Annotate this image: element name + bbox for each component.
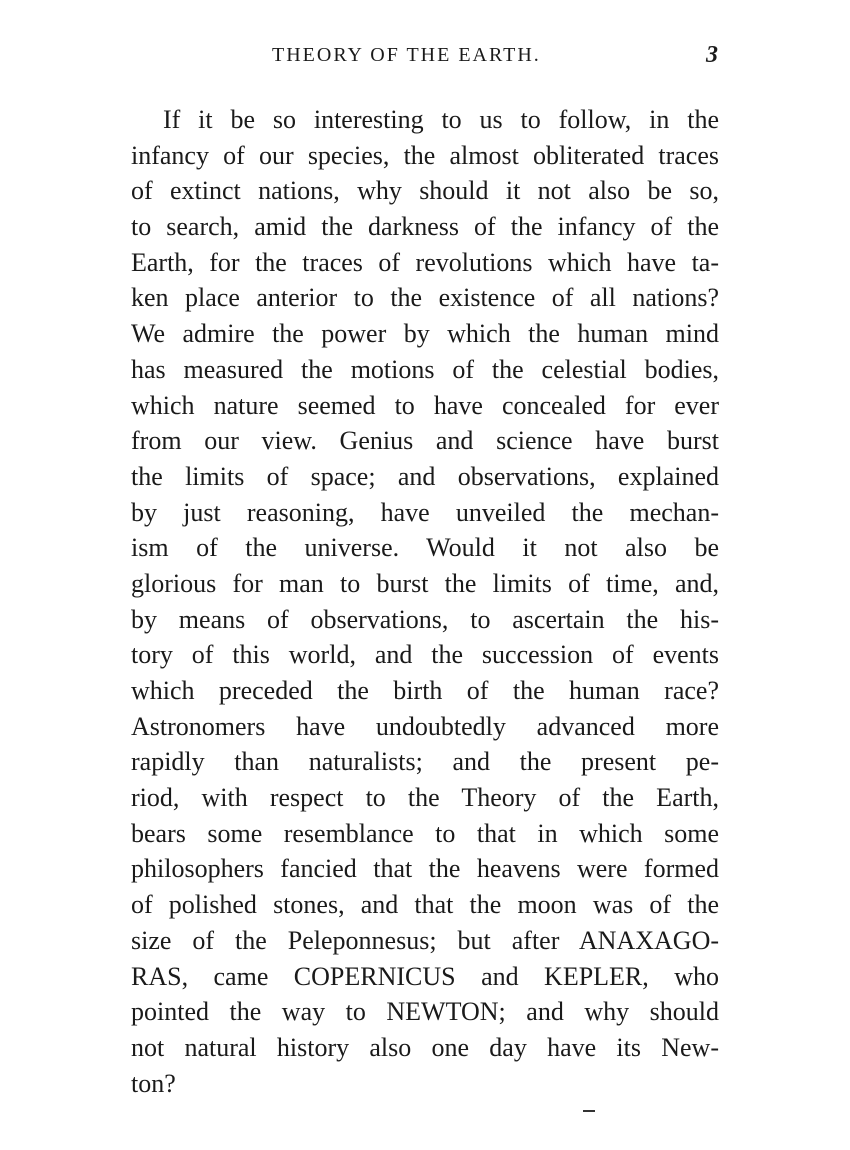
text-line: RAS, came COPERNICUS and KEPLER, who: [131, 961, 719, 991]
running-title: THEORY OF THE EARTH.: [272, 44, 541, 66]
text-line: glorious for man to burst the limits of time, and,: [131, 568, 719, 598]
text-line: of extinct nations, why should it not also be so,: [131, 176, 719, 206]
text-line: infancy of our species, the almost obliterated traces: [131, 140, 719, 170]
text-line: ken place anterior to the existence of all nations?: [131, 283, 719, 313]
page-number: 3: [706, 42, 718, 68]
text-line: rapidly than naturalists; and the present pe-: [131, 747, 719, 777]
text-line: pointed the way to NEWTON; and why should: [131, 997, 719, 1027]
text-line: which nature seemed to have concealed for ever: [131, 390, 719, 420]
text-line: We admire the power by which the human mind: [131, 319, 719, 349]
text-line: riod, with respect to the Theory of the Earth,: [131, 783, 719, 813]
text-line: which preceded the birth of the human race?: [131, 676, 719, 705]
text-line: ism of the universe. Would it not also be: [131, 533, 719, 563]
text-line: bears some resemblance to that in which some: [131, 818, 719, 848]
text-line: Earth, for the traces of revolutions which have ta-: [131, 247, 719, 277]
footer-mark: [583, 1110, 595, 1112]
text-line: from our view. Genius and science have burst: [131, 426, 719, 456]
text-line: philosophers fancied that the heavens were formed: [131, 854, 719, 884]
text-line: If it be so interesting to us to follow, in the: [163, 105, 719, 134]
text-line: ton?: [131, 1068, 176, 1098]
text-line: Astronomers have undoubtedly advanced more: [131, 711, 719, 741]
text-line: not natural history also one day have its New-: [131, 1032, 719, 1062]
text-line: by just reasoning, have unveiled the mechan-: [131, 497, 719, 527]
text-line: tory of this world, and the succession of events: [131, 640, 719, 670]
text-line: of polished stones, and that the moon was of the: [131, 890, 719, 920]
text-line: to search, amid the darkness of the infancy of the: [131, 212, 719, 242]
text-line: the limits of space; and observations, explained: [131, 461, 719, 491]
text-line: by means of observations, to ascertain the his-: [131, 604, 719, 634]
text-line: has measured the motions of the celestial bodies,: [131, 354, 719, 384]
running-head: [132, 44, 718, 74]
body-paragraph: [131, 102, 719, 1101]
text-line: size of the Peleponnesus; but after ANAXAGO-: [131, 925, 719, 955]
